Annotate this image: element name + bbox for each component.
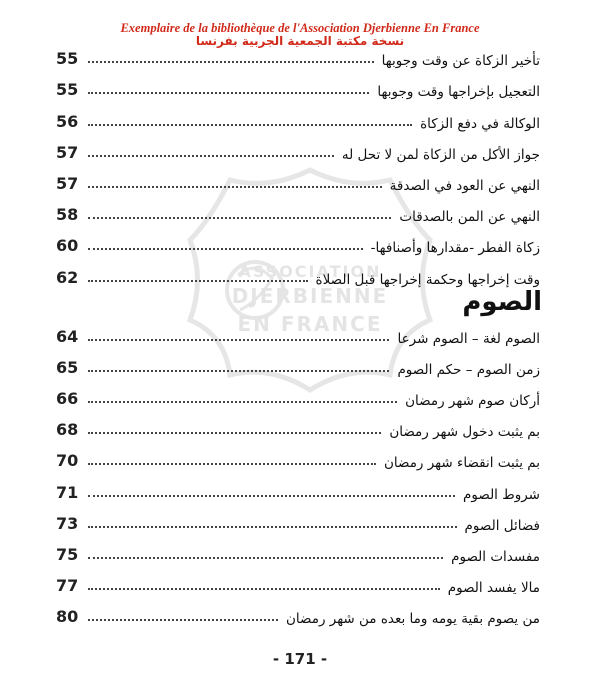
toc-entry-title: النهي عن المن بالصدقات — [399, 209, 540, 226]
toc-entry-title: مالا يفسد الصوم — [447, 580, 540, 597]
toc-entry-title: مفسدات الصوم — [451, 549, 540, 565]
toc-page-number: 56 — [56, 111, 79, 131]
toc-entry — [0, 41, 600, 72]
toc-page-number: 77 — [56, 576, 79, 596]
toc-dot-leader — [88, 401, 397, 403]
toc-entry-title: تأخير الزكاة عن وقت وجوبها — [381, 53, 540, 70]
toc-entry — [0, 72, 600, 103]
toc-dot-leader — [88, 217, 391, 219]
toc-entry-title: شروط الصوم — [463, 486, 540, 503]
toc-page-number: 66 — [56, 389, 79, 409]
toc-entry — [0, 166, 600, 197]
toc-entry-title: بم يثبت انقضاء شهر رمضان — [383, 455, 540, 472]
toc-entry — [0, 350, 600, 381]
toc-entry — [0, 319, 600, 350]
toc-dot-leader — [88, 619, 278, 621]
toc-dot-leader — [88, 186, 382, 188]
toc-entry-title: وقت إخراجها وحكمة إخراجها قبل الصلاة — [315, 271, 540, 288]
toc-page-number: 65 — [56, 357, 79, 377]
toc-entry-title: من يصوم بقية يومه وما بعده من شهر رمضان — [285, 611, 540, 628]
library-stamp-french: Exemplaire de la bibliothèque de l'Association Djerbienne En France — [120, 21, 480, 35]
toc-entry-title: فضائل الصوم — [464, 517, 540, 534]
zakat-entries — [0, 41, 600, 291]
toc-dot-leader — [88, 92, 369, 94]
toc-page-number: 60 — [56, 236, 79, 256]
toc-dot-leader — [88, 557, 443, 559]
toc-entry — [0, 599, 600, 630]
toc-entry — [0, 135, 600, 166]
toc-page-number: 57 — [56, 142, 79, 162]
toc-entry-title: أركان صوم شهر رمضان — [405, 393, 540, 410]
toc-page-number: 68 — [56, 420, 79, 440]
toc-entry-title: الوكالة في دفع الزكاة — [420, 115, 540, 132]
toc-dot-leader — [88, 526, 457, 528]
section-title: الصوم — [462, 286, 542, 317]
toc-entry-title: التعجيل بإخراجها وقت وجوبها — [377, 84, 540, 101]
toc-entry — [0, 381, 600, 412]
toc-page-number: 71 — [56, 482, 79, 502]
toc-entry-title: زمن الصوم – حكم الصوم — [397, 361, 540, 378]
toc-page-number: 62 — [56, 267, 79, 287]
toc-page-number: 70 — [56, 451, 79, 471]
toc-entry — [0, 568, 600, 599]
toc-entry — [0, 474, 600, 505]
toc-dot-leader — [88, 155, 334, 157]
toc-entry — [0, 412, 600, 443]
toc-page-number: 73 — [56, 513, 79, 533]
toc-entry-title: زكاة الفطر -مقدارها وأصنافها- — [370, 240, 540, 257]
toc-dot-leader — [88, 370, 389, 372]
toc-entry — [0, 443, 600, 474]
watermark-text-3: EN FRANCE — [237, 312, 383, 336]
toc-entry — [0, 197, 600, 228]
toc-entry-title: النهي عن العود في الصدقة — [389, 177, 540, 194]
toc-dot-leader — [88, 124, 412, 126]
toc-entry — [0, 228, 600, 259]
toc-page-number: 58 — [56, 205, 79, 225]
page-number: - 171 - — [272, 650, 328, 668]
toc-page-number: 55 — [56, 80, 79, 100]
toc-dot-leader — [88, 339, 389, 341]
library-stamp-arabic: نسخة مكتبة الجمعية الجربية بفرنسا — [195, 34, 405, 49]
toc-dot-leader — [88, 495, 455, 497]
toc-page-number: 75 — [56, 545, 79, 564]
toc-dot-leader — [88, 463, 376, 465]
toc-dot-leader — [88, 248, 363, 250]
toc-entry-title: الصوم لغة – الصوم شرعا — [397, 330, 540, 347]
toc-page-number: 57 — [56, 173, 79, 193]
toc-entry — [0, 537, 600, 568]
toc-dot-leader — [88, 432, 381, 434]
table-of-contents — [0, 41, 600, 630]
toc-dot-leader — [88, 280, 308, 282]
toc-dot-leader — [88, 61, 374, 63]
toc-entry — [0, 506, 600, 537]
toc-dot-leader — [88, 588, 440, 590]
section-heading-row — [0, 286, 600, 319]
toc-page-number: 64 — [56, 326, 79, 346]
watermark-text-1: ASSOCIATION — [238, 262, 382, 281]
toc-page-number: 55 — [56, 49, 79, 69]
toc-entry-title: بم يثبت دخول شهر رمضان — [389, 424, 540, 441]
toc-page-number: 80 — [56, 607, 79, 627]
fasting-entries — [0, 319, 600, 631]
toc-entry-title: جواز الأكل من الزكاة لمن لا تحل له — [341, 146, 540, 163]
toc-entry — [0, 103, 600, 134]
watermark-text-2: DJERBIENNE — [231, 284, 389, 308]
